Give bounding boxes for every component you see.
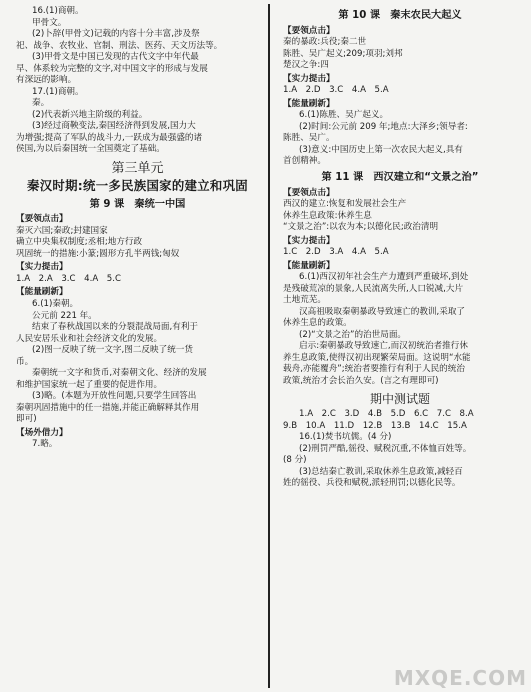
text-line: (3)意义:中国历史上第一次农民大起义,具有: [299, 144, 463, 155]
text-line: 休养生息政策:休养生息: [283, 210, 372, 221]
lesson-11-answers: [283, 188, 517, 388]
text-line: 17.(1)商朝。: [32, 86, 84, 97]
text-line: 陈胜、吴广。: [283, 133, 335, 144]
text-line: 即可): [16, 414, 37, 425]
unit-title: 秦汉时期:统一多民族国家的建立和巩固: [27, 178, 248, 194]
text-line: 6.(1)秦朝。: [32, 299, 79, 309]
text-line: 休养生息的政策。: [283, 318, 352, 329]
text-line: (3)略。(本题为开放性问题,只要学生回答出: [32, 391, 197, 402]
unit-heading: 第三单元: [111, 160, 164, 176]
section-label: 【能量刷新】: [283, 260, 335, 271]
text-line: 侯国,为以后秦国统一全国奠定了基础。: [16, 144, 165, 155]
left-column: [16, 6, 259, 451]
watermark: MXQE.COM: [393, 666, 527, 690]
text-line: 姓的徭役、兵役和赋税,派轻刑罚;以德化民等。: [283, 478, 461, 489]
text-line: 陈胜、吴广起义;209;项羽;刘邦: [283, 48, 403, 59]
text-line: 1.C 2.D 3.A 4.A 5.A: [283, 247, 389, 258]
left-top-answers: [16, 6, 259, 156]
text-line: 土地荒芜。: [283, 295, 326, 306]
text-line: 首创精神。: [283, 156, 326, 167]
text-line: 秦灭六国;秦政;封建国家: [16, 225, 108, 236]
text-line: 养生息政策,使得汉初出现繁荣局面。这说明“水能: [283, 352, 471, 363]
text-line: 6.(1)西汉初年社会生产力遭到严重破坏,到处: [299, 272, 469, 283]
text-line: 7.略。: [32, 439, 58, 450]
text-line: (3)经过商鞅变法,秦国经济得到发展,国力大: [32, 121, 196, 132]
text-line: 16.(1)焚书坑儒。(4 分): [299, 432, 392, 443]
text-line: “文景之治”:以农为本;以德化民;政治清明: [283, 222, 439, 233]
text-line: 是残破荒凉的景象,人民流离失所,人口锐减,大片: [283, 283, 464, 294]
text-line: (2)刑罚严酷,徭役、赋税沉重,不体恤百姓等。: [299, 443, 472, 454]
text-line: 为增强;提高了军队的战斗力,一跃成为最强盛的诸: [16, 132, 203, 143]
lesson-9-title: 第 9 课 秦统一中国: [89, 198, 186, 210]
midterm-title: 期中测试题: [369, 392, 430, 407]
text-line: 西汉的建立:恢复和发展社会生产: [283, 199, 407, 210]
text-line: 确立中央集权制度;丞相;地方行政: [16, 237, 143, 248]
column-divider: [268, 4, 270, 688]
text-line: 汉高祖吸取秦朝暴政导致速亡的教训,采取了: [299, 306, 466, 317]
text-line: 结束了春秋战国以来的分裂混战局面,有利于: [32, 322, 199, 333]
text-line: 早、体系较为完整的文字,对中国文字的形成与发展: [16, 63, 208, 74]
section-label: 【实力提击】: [283, 73, 335, 84]
text-line: 秦朝巩固措施中的任一措施,并能正确解释其作用: [16, 402, 200, 413]
text-line: 祀、战争、农牧业、官制、刑法、医药、天文历法等。: [16, 40, 223, 51]
section-label: 【要领点击】: [283, 187, 335, 198]
text-line: (2)卜辞(甲骨文)记载的内容十分丰富,涉及祭: [32, 29, 200, 40]
text-line: 秦的暴政:兵役;秦二世: [283, 37, 367, 48]
text-line: 政策,统治才会长治久安。(言之有理即可): [283, 375, 439, 386]
text-line: 16.(1)商朝。: [32, 6, 84, 16]
text-line: 6.(1)陈胜、吴广起义。: [299, 110, 389, 121]
text-line: 和维护国家统一起了重要的促进作用。: [16, 379, 163, 390]
text-line: 甲骨文。: [32, 17, 67, 28]
section-label: 【场外借力】: [16, 427, 68, 438]
text-line: (3)甲骨文是中国已发现的古代文字中年代最: [32, 52, 199, 63]
section-label: 【能量刷新】: [16, 287, 68, 298]
lesson-11-title: 第 11 课 西汉建立和“文景之治”: [321, 171, 479, 183]
lesson-9-answers: [16, 214, 259, 450]
text-line: 币。: [16, 356, 34, 367]
text-line: 楚汉之争:四: [283, 60, 329, 71]
text-line: (2)“文景之治”的治世局面。: [299, 329, 407, 340]
midterm-answers: [283, 409, 517, 490]
section-label: 【要领点击】: [283, 25, 335, 36]
lesson-10-title: 第 10 课 秦末农民大起义: [338, 10, 462, 21]
text-line: 载舟,亦能覆舟”;统治者要推行有利于人民的统治: [283, 364, 465, 375]
text-line: 有深远的影响。: [16, 75, 77, 86]
text-line: (3)总结秦亡教训,采取休养生息政策,减轻百: [299, 466, 463, 477]
text-line: 1.A 2.A 3.C 4.A 5.C: [16, 273, 122, 284]
section-label: 【实力提击】: [283, 235, 335, 246]
text-line: 公元前 221 年。: [32, 310, 97, 321]
section-label: 【要领点击】: [16, 214, 68, 225]
text-line: 1.A 2.D 3.C 4.A 5.A: [283, 85, 389, 96]
section-label: 【能量刷新】: [283, 98, 335, 109]
text-line: (2)时间:公元前 209 年;地点:大泽乡;领导者:: [299, 121, 468, 132]
text-line: 人民安居乐业和社会经济文化的发展。: [16, 333, 163, 344]
text-line: (8 分): [283, 455, 307, 466]
text-line: 1.A 2.C 3.D 4.B 5.D 6.C 7.C 8.A: [299, 409, 474, 420]
lesson-10-answers: [283, 26, 517, 168]
text-line: (2)代表新兴地主阶级的利益。: [32, 109, 148, 120]
text-line: (2)图一反映了统一文字,图二反映了统一货: [32, 345, 193, 356]
text-line: 秦。: [32, 98, 50, 109]
text-line: 秦朝统一文字和货币,对秦朝文化、经济的发展: [32, 368, 207, 379]
text-line: 巩固统一的措施:小篆;圆形方孔半两钱;匈奴: [16, 248, 180, 259]
section-label: 【实力提击】: [16, 262, 68, 273]
right-column: [283, 6, 517, 490]
text-line: 9.B 10.A 11.D 12.B 13.B 14.C 15.A: [283, 420, 467, 431]
text-line: 启示:秦朝暴政导致速亡,而汉初统治者推行休: [299, 341, 468, 352]
